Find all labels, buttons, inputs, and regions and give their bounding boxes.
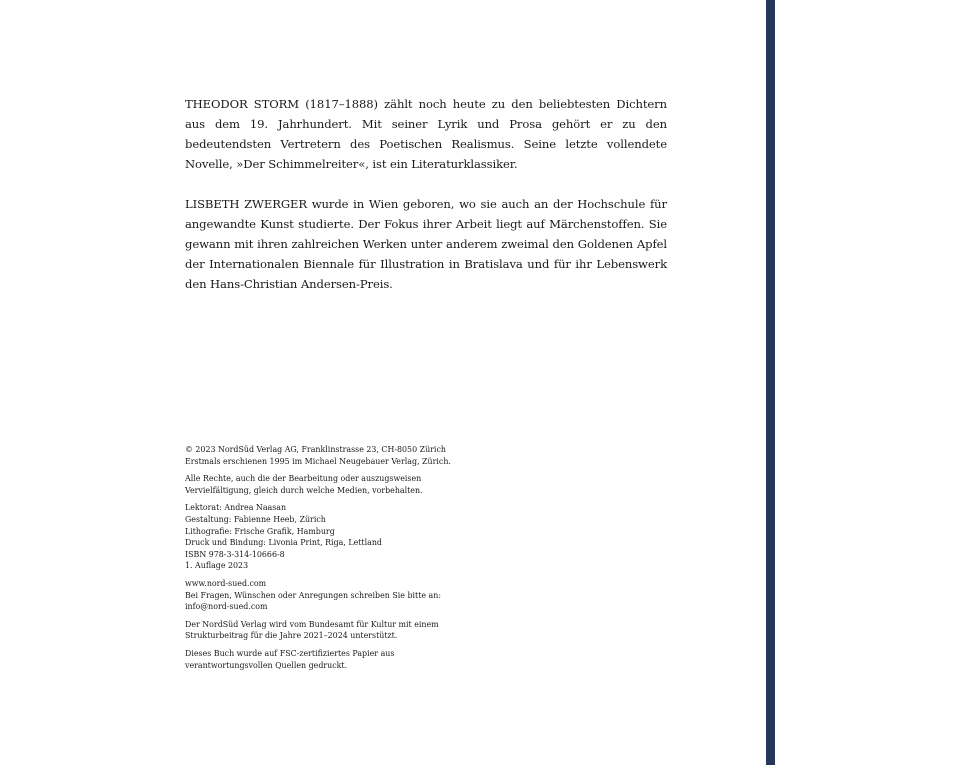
imprint-paper (185, 648, 485, 671)
imprint-line: Lektorat: Andrea Naasan (185, 503, 287, 513)
imprint-line: Vervielfältigung, gleich durch welche Medien, vorbehalten. (185, 485, 423, 495)
publisher-email: info@nord-sued.com (185, 602, 268, 612)
illustrator-bio-zwerger: LISBETH ZWERGER wurde in Wien geboren, wo sie auch an der Hochschule für angewandte Kunst studierte. Der Fokus ihrer Arbeit liegt auf Märchenstoffen. Sie gewann mit ihren zahlreichen Werken unter anderem zweimal den Goldenen Apfel der Internationalen Biennale für Illustration in Bratislava und für ihr Lebenswerk den Hans-Christian Andersen-Preis. (185, 197, 667, 291)
imprint-funding (185, 619, 485, 642)
imprint-line: Erstmals erschienen 1995 im Michael Neugebauer Verlag, Zürich. (185, 456, 451, 466)
imprint-rights (185, 473, 485, 496)
imprint-line: © 2023 NordSüd Verlag AG, Franklinstrasse 23, CH-8050 Zürich (185, 445, 446, 454)
imprint-line: Der NordSüd Verlag wird vom Bundesamt für Kultur mit einem (185, 619, 439, 629)
imprint-line: Bei Fragen, Wünschen oder Anregungen schreiben Sie bitte an: (185, 590, 442, 600)
imprint (185, 444, 485, 677)
imprint-edition: 1. Auflage 2023 (185, 561, 249, 571)
imprint-isbn: ISBN 978-3-314-10666-8 (185, 549, 285, 559)
imprint-line: Gestaltung: Fabienne Heeb, Zürich (185, 514, 326, 524)
imprint-line: Lithografie: Frische Grafik, Hamburg (185, 526, 335, 536)
imprint-line: verantwortungsvollen Quellen gedruckt. (185, 660, 348, 670)
imprint-contact (185, 578, 485, 613)
imprint-line: Druck und Bindung: Livonia Print, Riga, Lettland (185, 538, 382, 548)
imprint-line: Strukturbeitrag für die Jahre 2021–2024 unterstützt. (185, 631, 398, 641)
author-bios (185, 94, 667, 314)
author-bio-storm: THEODOR STORM (1817–1888) zählt noch heute zu den beliebtesten Dichtern aus dem 19. Jahrhundert. Mit seiner Lyrik und Prosa gehört er zu den bedeutendsten Vertretern des Poetischen Realismus. Seine letzte vollendete Novelle, »Der Schimmelreiter«, ist ein Literaturklassiker. (185, 97, 667, 171)
imprint-credits (185, 502, 485, 572)
imprint-line: Dieses Buch wurde auf FSC-zertifiziertes Papier aus (185, 648, 395, 658)
book-spine-edge (766, 0, 775, 765)
imprint-line: Alle Rechte, auch die der Bearbeitung oder auszugsweisen (185, 474, 422, 484)
publisher-website: www.nord-sued.com (185, 578, 267, 588)
imprint-copyright (185, 444, 485, 467)
